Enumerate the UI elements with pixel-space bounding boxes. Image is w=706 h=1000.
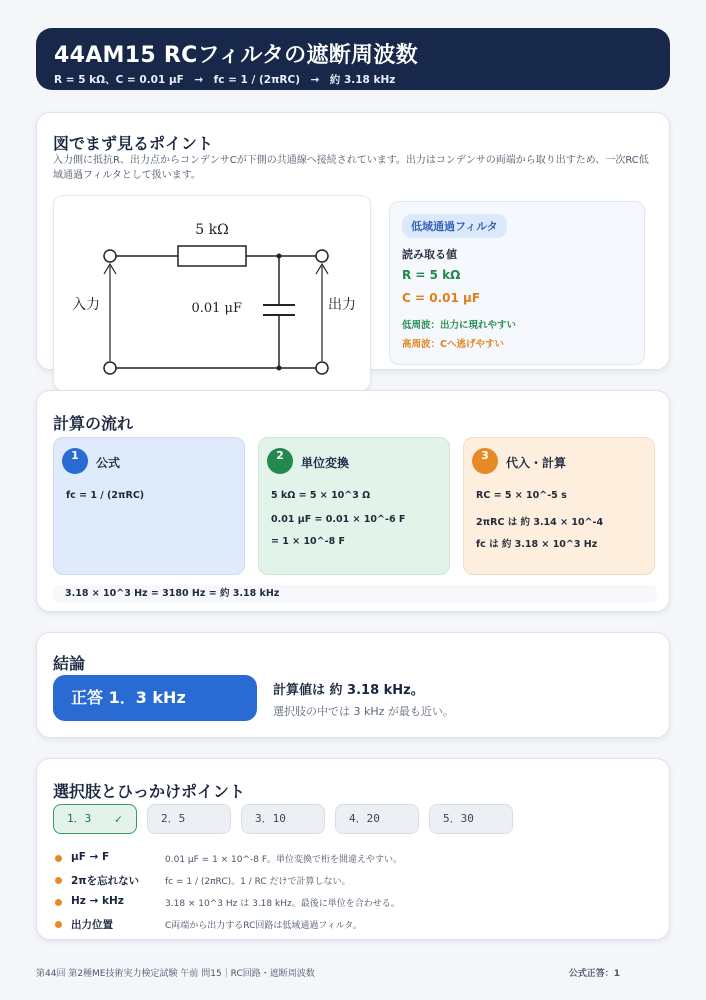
calculated-value: 計算値は 約 3.18 kHz。	[273, 683, 424, 698]
check-icon: ✓	[114, 812, 122, 826]
option-3[interactable]	[241, 804, 325, 834]
option-4[interactable]	[335, 804, 419, 834]
section-title: 図でまず見るポイント	[53, 134, 214, 153]
step-formula	[53, 437, 245, 575]
calculation-result: 3.18 × 10^3 Hz = 3180 Hz = 約 3.18 kHz	[53, 585, 657, 603]
section-title: 計算の流れ	[53, 414, 134, 433]
junction-dot-top	[277, 254, 282, 259]
high-frequency-note: 高周波：Cへ逃げやすい	[402, 339, 504, 350]
step-line: 0.01 μF = 0.01 × 10^-6 F	[271, 514, 406, 525]
input-terminal-top	[104, 250, 116, 262]
trap-text: C両端から出力するRC回路は低域通過フィルタ。	[165, 921, 362, 931]
option-1-correct[interactable]	[53, 804, 137, 834]
output-terminal-top	[316, 250, 328, 262]
calculation-flow-card	[36, 390, 670, 612]
filter-type-badge: 低域通過フィルタ	[402, 214, 507, 238]
trap-key: 出力位置	[71, 919, 113, 931]
correct-answer-badge: 正答 1．3 kHz	[53, 675, 257, 721]
junction-dot-bottom	[277, 366, 282, 371]
page-title: 44AM15 RCフィルタの遮断周波数	[54, 43, 418, 68]
trap-text: fc = 1 / (2πRC)。1 / RC だけで計算しない。	[165, 877, 351, 887]
resistor-symbol	[178, 246, 246, 266]
page-subtitle: R = 5 kΩ、C = 0.01 μF → fc = 1 / (2πRC) → 約 3.18 kHz	[54, 74, 396, 86]
low-frequency-note: 低周波：出力に現れやすい	[402, 320, 517, 331]
step-title: 代入・計算	[506, 456, 567, 470]
step-unit-conversion	[258, 437, 450, 575]
trap-key: 2πを忘れない	[71, 875, 140, 887]
footer-source: 第44回 第2種ME技術実力検定試験 午前 問15｜RC回路・遮断周波数	[36, 969, 315, 979]
option-label: 5．30	[443, 812, 474, 825]
bullet-dot-icon	[55, 899, 62, 906]
bullet-dot-icon	[55, 855, 62, 862]
choices-and-traps-card	[36, 758, 670, 940]
step-substitution	[463, 437, 655, 575]
input-terminal-bottom	[104, 362, 116, 374]
capacitor-label: 0.01 μF	[191, 301, 242, 316]
trap-text: 0.01 μF = 1 × 10^-8 F。単位変換で桁を間違えやすい。	[165, 855, 403, 865]
output-label: 出力	[328, 297, 356, 313]
filter-info-box	[389, 201, 645, 365]
step-title: 公式	[96, 456, 121, 470]
option-5[interactable]	[429, 804, 513, 834]
bullet-dot-icon	[55, 921, 62, 928]
trap-key: μF → F	[71, 851, 110, 863]
option-label: 3．10	[255, 812, 286, 825]
circuit-svg	[54, 196, 372, 392]
option-label: 2．5	[161, 812, 186, 825]
step-title: 単位変換	[301, 456, 350, 470]
page-header	[36, 28, 670, 90]
footer-official-answer: 公式正答：1	[568, 969, 620, 979]
step-number-badge: 1	[62, 448, 88, 474]
circuit-diagram	[53, 195, 371, 391]
step-line: RC = 5 × 10^-5 s	[476, 490, 567, 501]
step-number-badge: 3	[472, 448, 498, 474]
section-title: 選択肢とひっかけポイント	[53, 782, 246, 801]
step-line: = 1 × 10^-8 F	[271, 536, 345, 547]
resistance-value: R = 5 kΩ	[402, 268, 461, 282]
resistor-label: 5 kΩ	[195, 222, 229, 238]
bullet-dot-icon	[55, 877, 62, 884]
step-line: fc は 約 3.18 × 10^3 Hz	[476, 539, 598, 550]
section-description: 入力側に抵抗R、出力点からコンデンサCが下側の共通線へ接続されています。出力はコンデンサの両端から取り出すため、一次RC低域通過フィルタとして扱います。	[53, 155, 649, 181]
option-2[interactable]	[147, 804, 231, 834]
output-terminal-bottom	[316, 362, 328, 374]
step-number-badge: 2	[267, 448, 293, 474]
input-label: 入力	[72, 297, 100, 313]
trap-key: Hz → kHz	[71, 895, 124, 907]
closest-choice-note: 選択肢の中では 3 kHz が最も近い。	[273, 705, 454, 718]
diagram-points-card	[36, 112, 670, 370]
section-title: 結論	[53, 654, 86, 673]
read-values-label: 読み取る値	[402, 248, 457, 261]
capacitance-value: C = 0.01 μF	[402, 291, 481, 305]
step-line: 5 kΩ = 5 × 10^3 Ω	[271, 490, 371, 501]
conclusion-card	[36, 632, 670, 738]
option-label: 1．3	[67, 812, 92, 825]
step-line: fc = 1 / (2πRC)	[66, 490, 145, 501]
option-label: 4．20	[349, 812, 380, 825]
trap-text: 3.18 × 10^3 Hz は 3.18 kHz。最後に単位を合わせる。	[165, 899, 400, 909]
step-line: 2πRC は 約 3.14 × 10^-4	[476, 517, 604, 528]
